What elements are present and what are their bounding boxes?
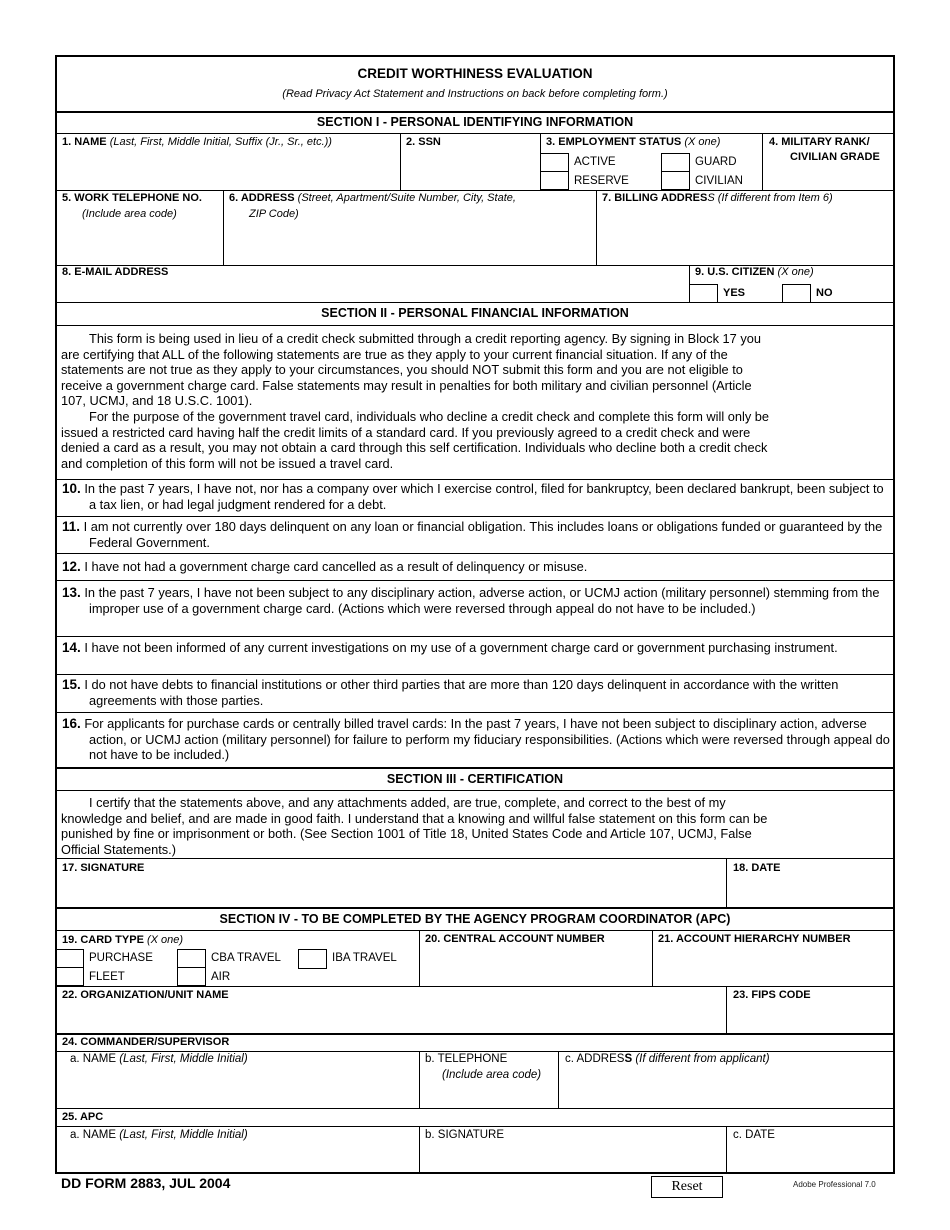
commander-name-label: a. NAME (Last, First, Middle Initial) bbox=[70, 1053, 248, 1065]
section3-header: SECTION III - CERTIFICATION bbox=[386, 772, 564, 786]
commander-address-label: c. ADDRESS (If different from applicant) bbox=[565, 1053, 770, 1065]
statement-text: I have not had a government charge card cancelled as a result of delinquency or misuse. bbox=[84, 559, 588, 574]
signature-field[interactable] bbox=[57, 877, 725, 906]
iba-travel-option-label: IBA TRAVEL bbox=[332, 952, 397, 964]
rule bbox=[56, 907, 894, 909]
para1-line: receive a government charge card. False statements may result in penalties for both military and civilian personnel (Article bbox=[61, 377, 752, 393]
citizen-yes-checkbox[interactable] bbox=[689, 284, 718, 303]
statement-number: 16. bbox=[62, 716, 81, 731]
statement-text: I am not currently over 180 days delinquent on any loan or financial obligation. This includes loans or obligations funded or guaranteed by the Federal Government. bbox=[83, 519, 883, 550]
account-hierarchy-label: 21. ACCOUNT HIERARCHY NUMBER bbox=[658, 933, 851, 945]
organization-input[interactable] bbox=[57, 1004, 725, 1032]
rule bbox=[56, 479, 894, 480]
apc-date-input[interactable] bbox=[727, 1145, 893, 1172]
purchase-option-label: PURCHASE bbox=[89, 952, 153, 964]
apc-signature-label: b. SIGNATURE bbox=[425, 1129, 505, 1141]
active-checkbox[interactable] bbox=[540, 153, 569, 172]
guard-option-label: GUARD bbox=[695, 156, 737, 168]
civilian-checkbox[interactable] bbox=[661, 171, 690, 190]
address-label: 6. ADDRESS (Street, Apartment/Suite Number, City, State, bbox=[229, 192, 516, 204]
form-title: CREDIT WORTHINESS EVALUATION bbox=[357, 66, 593, 81]
rule bbox=[56, 986, 894, 987]
address-hint: ZIP Code) bbox=[249, 208, 299, 220]
cert-line: punished by fine or imprisonment or both. (See Section 1001 of Title 18, United States Code and Article 107, UCMJ, False bbox=[61, 826, 752, 842]
para1-line: statements are not true as they apply to your circumstances, you should NOT submit this form and you are not eligible to bbox=[61, 362, 743, 378]
apc-date-label: c. DATE bbox=[733, 1129, 775, 1141]
date-label: 18. DATE bbox=[733, 862, 781, 874]
account-hierarchy-input[interactable] bbox=[653, 948, 893, 985]
rule bbox=[56, 302, 894, 303]
cert-line: knowledge and belief, and are made in good faith. I understand that a knowing and willful false statement on this form can be bbox=[61, 810, 768, 826]
reserve-option-label: RESERVE bbox=[574, 175, 629, 187]
rule bbox=[56, 111, 894, 113]
statement-11 bbox=[62, 519, 890, 550]
para1-line: are certifying that ALL of the following statements are true as they apply to your current financial situation. If any of the bbox=[61, 346, 728, 362]
section2-header: SECTION II - PERSONAL FINANCIAL INFORMATION bbox=[321, 306, 629, 320]
reserve-checkbox[interactable] bbox=[540, 171, 569, 190]
commander-label: 24. COMMANDER/SUPERVISOR bbox=[62, 1036, 230, 1048]
rule bbox=[56, 1108, 894, 1109]
statement-15 bbox=[62, 677, 890, 708]
citizen-no-checkbox[interactable] bbox=[782, 284, 811, 303]
ssn-label: 2. SSN bbox=[406, 136, 441, 148]
guard-checkbox[interactable] bbox=[661, 153, 690, 172]
commander-address-input[interactable] bbox=[559, 1069, 893, 1107]
statement-number: 11. bbox=[62, 519, 81, 534]
card-type-label: 19. CARD TYPE (X one) bbox=[62, 934, 184, 946]
rule bbox=[56, 325, 894, 326]
section1-header: SECTION I - PERSONAL IDENTIFYING INFORMATION bbox=[316, 115, 634, 129]
rule bbox=[56, 674, 894, 675]
para2-line: and completion of this form will not be issued a travel card. bbox=[61, 455, 394, 471]
para2-line: issued a restricted card having half the credit limits of a standard card. If you previously agreed to a credit check and were bbox=[61, 424, 751, 440]
address-input[interactable] bbox=[224, 224, 595, 264]
civilian-option-label: CIVILIAN bbox=[695, 175, 743, 187]
statement-number: 15. bbox=[62, 677, 81, 692]
section4-header: SECTION IV - TO BE COMPLETED BY THE AGENCY PROGRAM COORDINATOR (APC) bbox=[219, 912, 731, 926]
rule bbox=[56, 580, 894, 581]
ssn-input[interactable] bbox=[401, 152, 539, 189]
reset-button[interactable]: Reset bbox=[651, 1176, 723, 1198]
rule bbox=[56, 636, 894, 637]
rule bbox=[56, 1051, 894, 1052]
commander-name-input[interactable] bbox=[57, 1069, 418, 1107]
statement-16 bbox=[62, 716, 890, 763]
rule bbox=[56, 767, 894, 769]
iba-travel-checkbox[interactable] bbox=[298, 949, 327, 969]
civilian-grade-label: CIVILIAN GRADE bbox=[790, 151, 880, 163]
us-citizen-label: 9. U.S. CITIZEN (X one) bbox=[695, 266, 814, 278]
commander-phone-hint: (Include area code) bbox=[442, 1069, 542, 1081]
rule bbox=[56, 190, 894, 191]
apc-name-label: a. NAME (Last, First, Middle Initial) bbox=[70, 1129, 248, 1141]
date-input[interactable] bbox=[727, 877, 893, 906]
rule bbox=[56, 1126, 894, 1127]
work-phone-hint: (Include area code) bbox=[82, 208, 177, 220]
rank-input[interactable] bbox=[763, 166, 893, 189]
apc-label: 25. APC bbox=[62, 1111, 104, 1123]
form-identifier: DD FORM 2883, JUL 2004 bbox=[61, 1175, 231, 1191]
statement-14 bbox=[62, 640, 890, 656]
military-rank-label: 4. MILITARY RANK/ bbox=[769, 136, 870, 148]
air-checkbox[interactable] bbox=[177, 967, 206, 986]
statement-text: In the past 7 years, I have not been subject to any disciplinary action, adverse action, or UCMJ action (military personnel) stemming from the improper use of a government charge card. (Actions which were reversed through appeal do not have to be included.) bbox=[84, 585, 880, 616]
fleet-option-label: FLEET bbox=[89, 971, 125, 983]
certification-paragraph bbox=[61, 795, 893, 857]
fleet-checkbox[interactable] bbox=[56, 967, 84, 986]
air-option-label: AIR bbox=[211, 971, 231, 983]
citizen-no-label: NO bbox=[816, 287, 833, 299]
statement-10 bbox=[62, 481, 890, 512]
rule bbox=[56, 790, 894, 791]
para2-line: For the purpose of the government travel card, individuals who decline a credit check and complete this form will only be bbox=[89, 408, 770, 424]
statement-13 bbox=[62, 585, 890, 616]
fips-code-input[interactable] bbox=[727, 1004, 893, 1032]
statement-number: 13. bbox=[62, 585, 81, 600]
billing-address-label: 7. BILLING ADDRESS (If different from Item 6) bbox=[602, 192, 833, 204]
billing-address-input[interactable] bbox=[597, 208, 893, 264]
software-note: Adobe Professional 7.0 bbox=[793, 1180, 876, 1189]
statement-number: 14. bbox=[62, 640, 81, 655]
apc-name-input[interactable] bbox=[57, 1145, 418, 1172]
para1-line: This form is being used in lieu of a credit check submitted through a credit reporting agency. By signing in Block 17 you bbox=[89, 331, 761, 346]
rule bbox=[56, 553, 894, 554]
active-option-label: ACTIVE bbox=[574, 156, 616, 168]
statement-text: For applicants for purchase cards or centrally billed travel cards: In the past 7 years, I have not been subject to disciplinary action, adverse action, or UCMJ action (military personnel) for failure to perform my fiduciary responsibilities. (Actions which were reversed through appeal do not have to be included.) bbox=[84, 716, 890, 763]
rule bbox=[56, 133, 894, 134]
fips-code-label: 23. FIPS CODE bbox=[733, 989, 811, 1001]
commander-phone-label: b. TELEPHONE bbox=[425, 1053, 508, 1065]
statement-text: I do not have debts to financial institutions or other third parties that are more than 120 days delinquent in accordance with the written agreements with those parties. bbox=[84, 677, 839, 708]
statement-12 bbox=[62, 559, 890, 575]
rule bbox=[56, 712, 894, 713]
commander-phone-input[interactable] bbox=[420, 1085, 557, 1107]
employment-status-label: 3. EMPLOYMENT STATUS (X one) bbox=[546, 136, 721, 148]
cert-line: Official Statements.) bbox=[61, 841, 176, 857]
form-subtitle: (Read Privacy Act Statement and Instructions on back before completing form.) bbox=[282, 88, 668, 100]
signature-label: 17. SIGNATURE bbox=[62, 862, 145, 874]
apc-signature-field[interactable] bbox=[420, 1145, 725, 1172]
rule bbox=[56, 930, 894, 931]
citizen-yes-label: YES bbox=[723, 287, 746, 299]
financial-info-paragraph-1 bbox=[61, 331, 893, 471]
organization-label: 22. ORGANIZATION/UNIT NAME bbox=[62, 989, 229, 1001]
central-account-input[interactable] bbox=[420, 948, 651, 985]
purchase-checkbox[interactable] bbox=[56, 949, 84, 968]
central-account-label: 20. CENTRAL ACCOUNT NUMBER bbox=[425, 933, 605, 945]
cba-travel-option-label: CBA TRAVEL bbox=[211, 952, 281, 964]
cert-line: I certify that the statements above, and any attachments added, are true, complete, and correct to the best of my bbox=[89, 795, 726, 810]
email-input[interactable] bbox=[57, 281, 688, 301]
name-field-label: 1. NAME (Last, First, Middle Initial, Suffix (Jr., Sr., etc.)) bbox=[62, 136, 332, 148]
statement-number: 10. bbox=[62, 481, 81, 496]
email-label: 8. E-MAIL ADDRESS bbox=[62, 266, 169, 278]
work-phone-input[interactable] bbox=[57, 224, 222, 264]
statement-number: 12. bbox=[62, 559, 81, 574]
statement-text: I have not been informed of any current investigations on my use of a government charge card or government purchasing instrument. bbox=[84, 640, 838, 655]
cba-travel-checkbox[interactable] bbox=[177, 949, 206, 968]
work-phone-label: 5. WORK TELEPHONE NO. bbox=[62, 192, 202, 204]
name-input[interactable] bbox=[57, 152, 399, 189]
rule bbox=[56, 1033, 894, 1035]
statement-text: In the past 7 years, I have not, nor has a company over which I exercise control, filed for bankruptcy, been declared bankrupt, been subject to a tax lien, or had legal judgment rendered for a debt. bbox=[84, 481, 884, 512]
rule bbox=[56, 516, 894, 517]
para1-line: 107, UCMJ, and 18 U.S.C. 1001). bbox=[61, 393, 253, 409]
rule bbox=[56, 858, 894, 859]
para2-line: denied a card as a result, you may not obtain a card through this self certification. Individuals who decline both a credit check bbox=[61, 440, 768, 456]
